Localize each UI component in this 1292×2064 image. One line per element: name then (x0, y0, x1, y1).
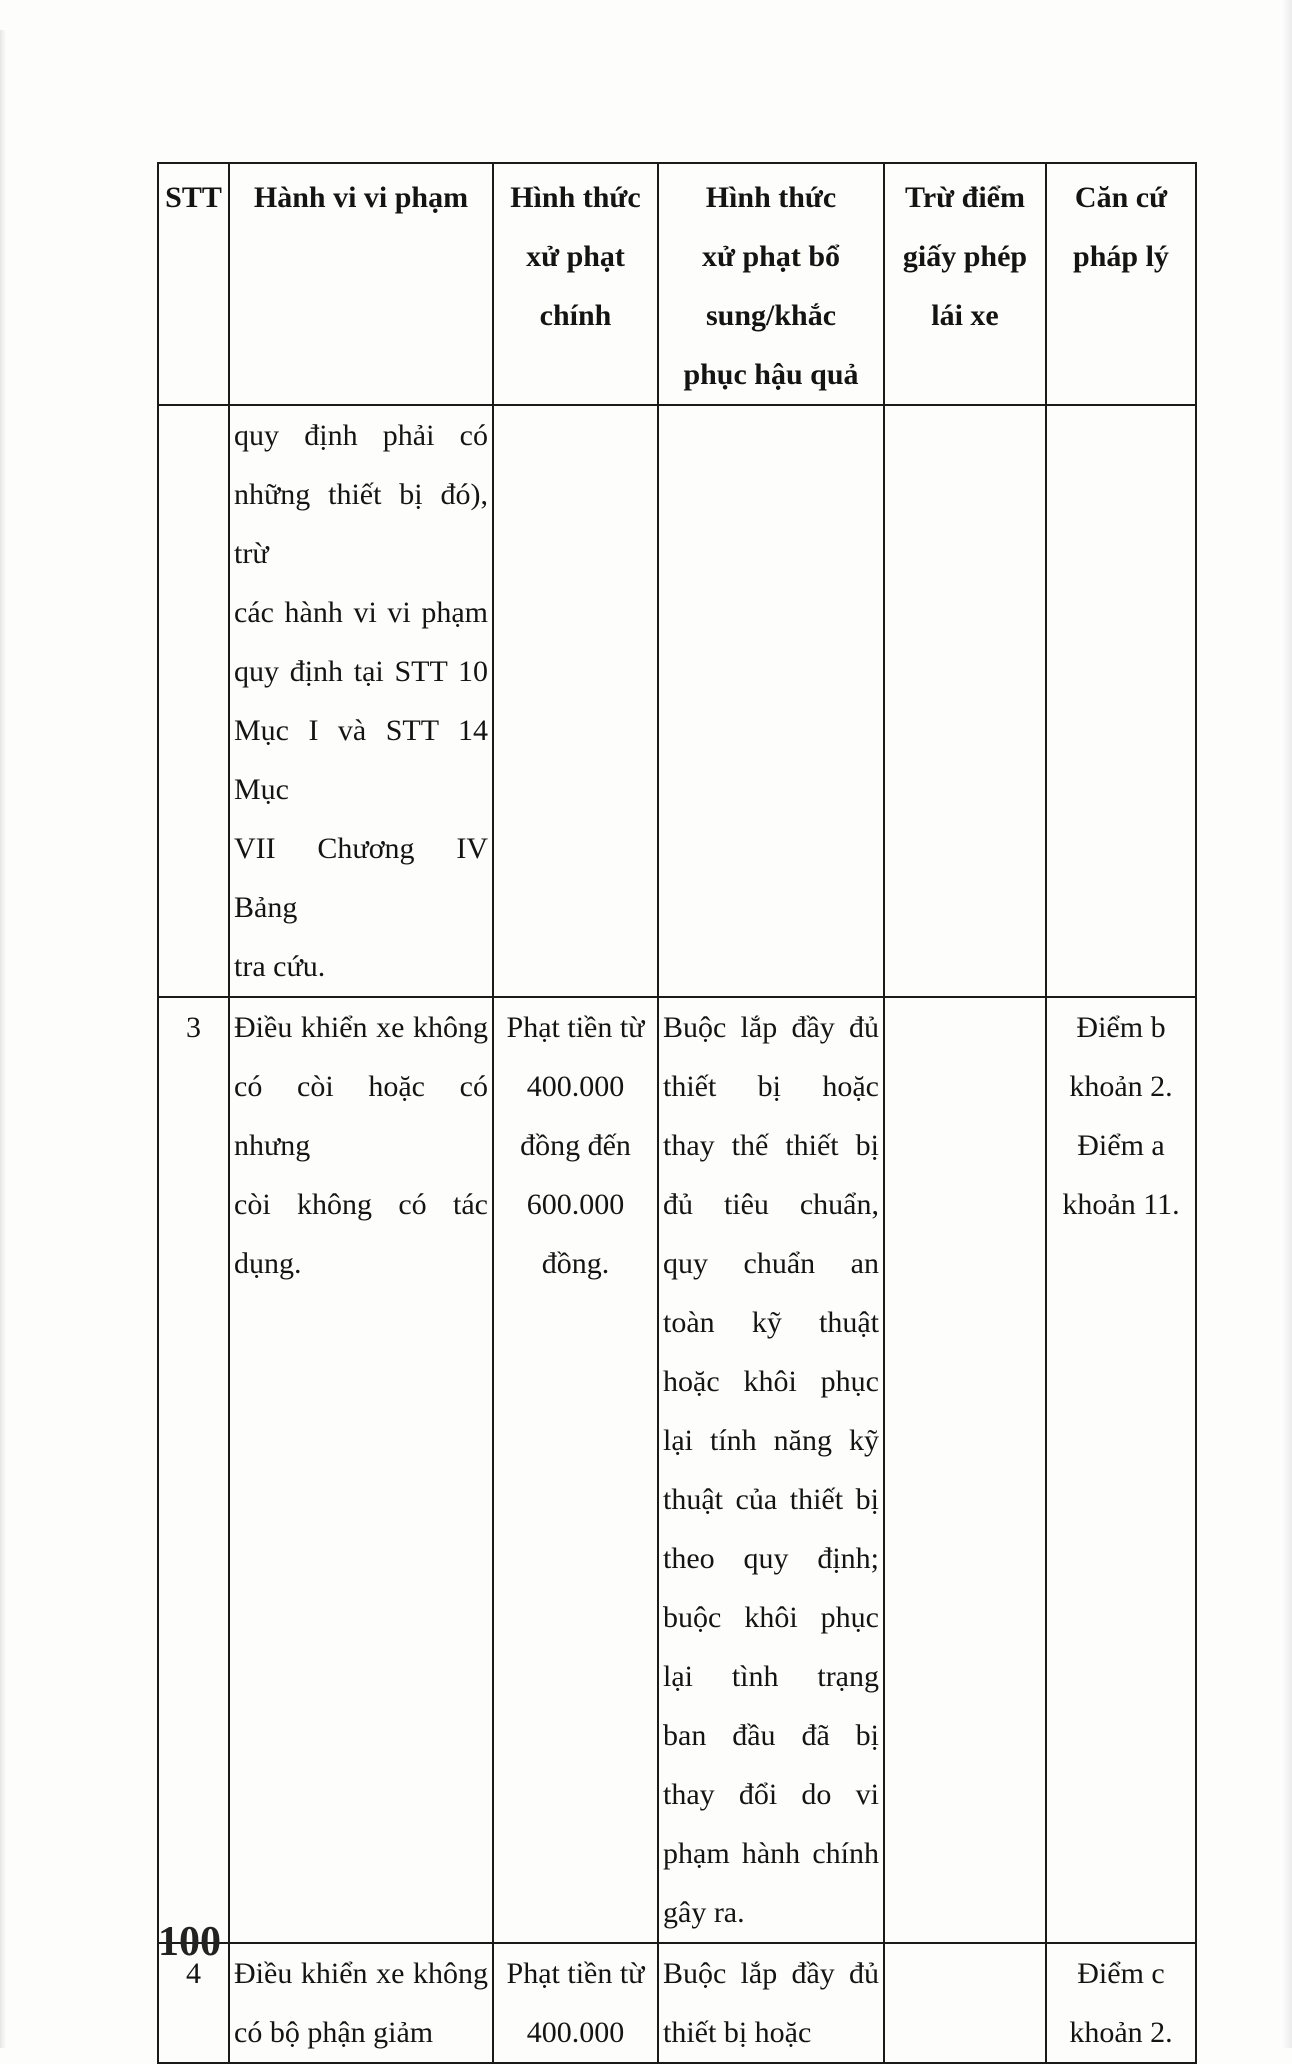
table-header-row (158, 163, 1196, 405)
text-line: phạm hành chính (663, 1837, 879, 1870)
cell-additional-penalty (658, 405, 884, 997)
cell-violation (229, 997, 493, 1943)
text-line: sung/khắc (705, 299, 837, 332)
text-line: pháp lý (1073, 240, 1169, 273)
text-line: Điểm a (1077, 1129, 1165, 1162)
text-line: thiết bị hoặc (663, 2016, 812, 2049)
text-line: buộc khôi phục (663, 1601, 879, 1634)
text-line: Buộc lắp đầy đủ (663, 1957, 879, 1990)
header-additional-penalty (658, 163, 884, 405)
cell-legal-basis (1046, 997, 1196, 1943)
text-line: Mục I và STT 14 Mục (234, 714, 488, 806)
cell-stt (158, 405, 229, 997)
cell-violation (229, 1943, 493, 2063)
text-line: tra cứu. (234, 950, 326, 983)
cell-additional-penalty (658, 1943, 884, 2063)
cell-main-penalty (493, 405, 658, 997)
text-line: có bộ phận giảm (234, 2016, 434, 2049)
text-line: các hành vi vi phạm (234, 596, 488, 629)
text-line: chính (539, 299, 612, 332)
header-violation (229, 163, 493, 405)
table-row (158, 997, 1196, 1943)
text-line: ban đầu đã bị (663, 1719, 879, 1752)
text-line: 600.000 (526, 1188, 625, 1221)
text-line: lại tình trạng (663, 1660, 879, 1693)
cell-violation (229, 405, 493, 997)
text-line: Trừ điểm (905, 181, 1025, 214)
cell-legal-basis (1046, 405, 1196, 997)
text-line: Điều khiển xe không (234, 1011, 488, 1044)
text-line: Điều khiển xe không (234, 1957, 488, 1990)
text-line: khoản 2. (1069, 1070, 1173, 1103)
text-line: Hình thức (510, 181, 641, 214)
text-line: quy chuẩn an (663, 1247, 879, 1280)
page-edge-shadow-left (0, 30, 6, 2048)
text-line: quy định phải có (234, 419, 488, 452)
text-line: VII Chương IV Bảng (234, 832, 488, 924)
table-row (158, 405, 1196, 997)
cell-main-penalty (493, 1943, 658, 2063)
text-line: Điểm c (1077, 1957, 1165, 1990)
text-line: những thiết bị đó), trừ (234, 478, 488, 570)
text-line: 400.000 (526, 1070, 625, 1103)
text-line: còi không có tác dụng. (234, 1188, 488, 1280)
text-line: có còi hoặc có nhưng (234, 1070, 488, 1162)
text-line: toàn kỹ thuật (663, 1306, 879, 1339)
text-line: đồng đến (520, 1129, 631, 1162)
text-line: thuật của thiết bị (663, 1483, 879, 1516)
text-line: quy định tại STT 10 (234, 655, 488, 688)
text-line: Phạt tiền từ (506, 1957, 645, 1990)
penalty-table (157, 162, 1197, 2064)
text-line: theo quy định; (663, 1542, 879, 1575)
text-line: Hình thức (705, 181, 837, 214)
cell-stt: 4 (158, 1943, 229, 2063)
header-license-points (884, 163, 1046, 405)
text-line: xử phạt (526, 240, 625, 273)
table-row (158, 1943, 1196, 2063)
cell-legal-basis (1046, 1943, 1196, 2063)
text-line: lái xe (931, 299, 999, 332)
text-line: thay đổi do vi (663, 1778, 879, 1811)
text-line: đồng. (541, 1247, 610, 1280)
cell-license-points (884, 405, 1046, 997)
text-line: khoản 2. (1069, 2016, 1173, 2049)
text-line: Buộc lắp đầy đủ (663, 1011, 879, 1044)
text-line: khoản 11. (1062, 1188, 1180, 1221)
text-line: thiết bị hoặc (663, 1070, 879, 1103)
header-legal-basis (1046, 163, 1196, 405)
text-line: gây ra. (663, 1896, 745, 1929)
text-line: xử phạt bổ (701, 240, 841, 273)
text-line: 400.000 (526, 2016, 625, 2049)
text-line: lại tính năng kỹ (663, 1424, 879, 1457)
text-line: Hành vi vi phạm (253, 181, 469, 214)
header-stt (158, 163, 229, 405)
text-line: thay thế thiết bị (663, 1129, 879, 1162)
text-line: đủ tiêu chuẩn, (663, 1188, 879, 1221)
page-number: 100 (158, 1919, 221, 1965)
text-line: phục hậu quả (683, 358, 859, 391)
cell-stt: 3 (158, 997, 229, 1943)
text-line: hoặc khôi phục (663, 1365, 879, 1398)
page-edge-shadow-right (1282, 0, 1292, 2048)
header-main-penalty (493, 163, 658, 405)
cell-main-penalty (493, 997, 658, 1943)
cell-license-points (884, 997, 1046, 1943)
text-line: giấy phép (902, 240, 1028, 273)
cell-additional-penalty (658, 997, 884, 1943)
text-line: Phạt tiền từ (506, 1011, 645, 1044)
text-line: Căn cứ (1074, 181, 1168, 214)
cell-license-points (884, 1943, 1046, 2063)
text-line: STT (165, 181, 222, 214)
text-line: Điểm b (1076, 1011, 1166, 1044)
